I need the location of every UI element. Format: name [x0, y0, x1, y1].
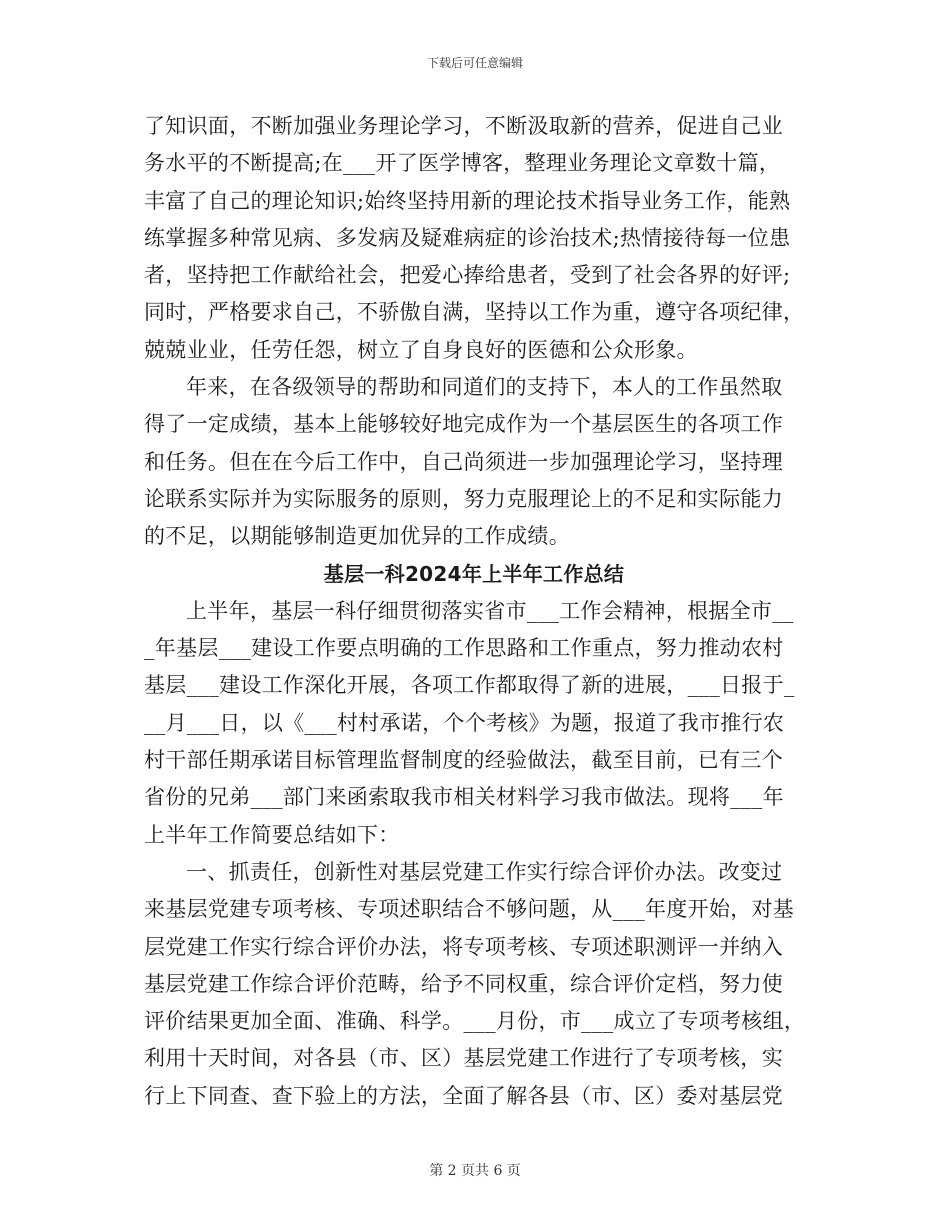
text-line: 村干部任期承诺目标管理监督制度的经验做法，截至目前，已有三个: [144, 748, 783, 773]
text-line: 得了一定成绩，基本上能够较好地完成作为一个基层医生的各项工作: [144, 412, 783, 437]
text-line: 同时，严格要求自己，不骄傲自满，坚持以工作为重，遵守各项纪律，: [144, 300, 805, 325]
text-line: 基层___建设工作深化开展，各项工作都取得了新的进展，___日报于_: [144, 673, 795, 698]
text-line: 上半年工作简要总结如下：: [144, 822, 400, 847]
text-line: 了知识面，不断加强业务理论学习，不断汲取新的营养，促进自己业: [144, 114, 783, 138]
text-line: _年基层___建设工作要点明确的工作思路和工作重点，努力推动农村: [144, 636, 784, 661]
document-body: [144, 108, 804, 1115]
text-line: 务水平的不断提高;在___开了医学博客，整理业务理论文章数十篇，: [144, 151, 781, 176]
page-number: 第 2 页共 6 页: [429, 1163, 521, 1179]
paragraph-start-line: 年来，在各级领导的帮助和同道们的支持下，本人的工作虽然取: [186, 375, 783, 400]
text-line: __月___日，以《___村村承诺，个个考核》为题，报道了我市推行农: [144, 710, 785, 735]
text-line: 评价结果更加全面、准确、科学。___月份，市___成立了专项考核组，: [144, 1009, 806, 1034]
text-line: 兢兢业业，任劳任怨，树立了自身良好的医德和公众形象。: [144, 337, 698, 362]
header-note: 下载后可任意编辑: [426, 56, 523, 70]
text-line: 练掌握多种常见病、多发病及疑难病症的诊治技术;热情接待每一位患: [144, 225, 791, 250]
text-line: 来基层党建专项考核、专项述职结合不够问题，从___年度开始，对基: [144, 897, 795, 922]
text-line: 利用十天时间，对各县（市、区）基层党建工作进行了专项考核，实: [144, 1046, 783, 1071]
section-title: 基层一科2024年上半年工作总结: [323, 561, 625, 586]
paragraph-start-line: 一、抓责任，创新性对基层党建工作实行综合评价办法。改变过: [186, 859, 783, 884]
text-line: 丰富了自己的理论知识;始终坚持用新的理论技术指导业务工作，能熟: [144, 188, 791, 213]
text-line: 层党建工作实行综合评价办法，将专项考核、专项述职测评一并纳入: [144, 934, 783, 959]
text-line: 和任务。但在在今后工作中，自己尚须进一步加强理论学习，坚持理: [144, 449, 783, 474]
text-line: 省份的兄弟___部门来函索取我市相关材料学习我市做法。现将___年: [144, 785, 784, 810]
text-line: 行上下同查、查下验上的方法，全面了解各县（市、区）委对基层党: [144, 1083, 783, 1108]
text-line: 的不足，以期能够制造更加优异的工作成绩。: [144, 524, 570, 549]
paragraph-start-line: 上半年，基层一科仔细贯彻落实省市___工作会精神，根据全市__: [186, 598, 794, 623]
text-line: 者，坚持把工作献给社会，把爱心捧给患者，受到了社会各界的好评;: [144, 263, 791, 288]
text-line: 基层党建工作综合评价范畴，给予不同权重，综合评价定档，努力使: [144, 971, 783, 996]
text-line: 论联系实际并为实际服务的原则，努力克服理论上的不足和实际能力: [144, 486, 783, 511]
